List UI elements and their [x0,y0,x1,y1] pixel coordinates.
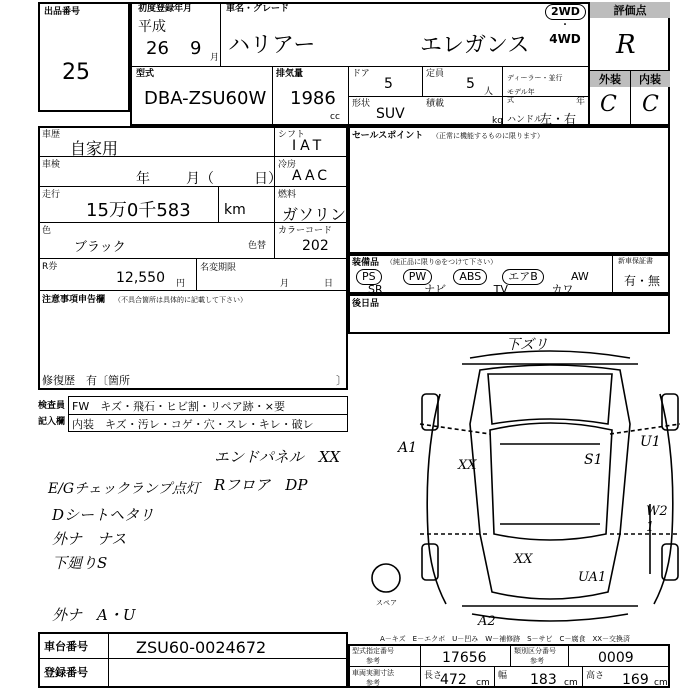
equip-aw: AW [570,270,589,283]
dims-section: 車両実測寸法 [352,669,394,677]
capacity-value: 5 [466,76,475,92]
sales-block [348,126,670,254]
model-label: 型式 [136,69,155,79]
registration-label: 登録番号 [44,666,88,679]
color-code-label: カラーコード [278,226,333,236]
shape-value: SUV [376,106,405,122]
chassis-label: 車台番号 [44,640,88,653]
history-label: 車歴 [42,130,61,140]
diag-ua1: UA1 [578,570,607,585]
drive-box [545,4,585,46]
hand-note-3: E/Gチェックランプ点灯 [48,481,200,497]
recycle-unit: 円 [176,279,186,289]
hand-note-1: エンドパネル XX [214,448,341,466]
category-sub: 参考 [530,657,544,665]
category-value: 0009 [598,650,634,666]
width-unit: cm [564,678,578,688]
diagram-spare [372,564,400,592]
height-label: 高さ [586,671,605,681]
first-reg-era: 平成 [138,19,166,35]
hand-note-7: 外ナ A・U [52,606,136,624]
displacement-label: 排気量 [276,69,304,79]
aircon-label: 冷房 [278,160,297,170]
equip-leather: カワ [551,283,574,296]
recycle-month-unit: 月 [280,279,290,289]
displacement-value: 1986 [290,88,336,109]
dims-sub: 参考 [366,679,380,687]
designation-sub: 参考 [366,657,380,665]
ext-value: C [600,92,617,117]
car-name: ハリアー [228,33,316,58]
score-value: R [616,30,636,60]
doors-value: 5 [384,76,393,92]
notes-label: 注意事項申告欄 [42,295,106,305]
model-year-unit: 年 [576,97,586,107]
recycle-label: R券 [42,262,58,272]
afterday-block [348,294,670,334]
diag-legend: A－キズ E－エクボ U－凹み W－補修跡 S－サビ C－腐食 XX－交換済 [380,635,631,643]
drive-dot: ・ [560,20,570,31]
aircon-value: AAC [292,168,331,184]
first-reg-label: 初度登録年月 [138,4,193,14]
shift-value: IAT [292,138,326,154]
displacement-unit: cc [330,112,340,122]
dealer-label: ディーラー・並行 [507,74,563,82]
inspection-label: 車検 [42,160,61,170]
diag-s1: S1 [584,452,603,468]
doors-label: ドア [352,69,370,79]
hand-note-2: Rフロア DP [214,476,308,494]
diag-u1: U1 [640,434,661,450]
equip-ps: PS [356,269,382,285]
sales-label: セールスポイント [352,131,424,141]
int-value: C [642,92,659,117]
recycle-day-unit: 日 [324,279,334,289]
equip-airbag: エアB [502,269,544,285]
diagram-front-bumper [470,351,630,358]
width-label: 幅 [498,671,508,681]
repair-bracket: 〕 [336,374,347,387]
int-label: 内装 [639,73,661,86]
drive-4wd: 4WD [549,32,581,46]
history-value: 自家用 [70,139,119,158]
inspection-day-unit: 日） [254,171,282,187]
lot-number: 25 [62,60,90,85]
hand-note-6: 下廻りS [52,554,108,572]
handle-label: ハンドル [507,115,544,125]
model-value: DBA-ZSU60W [144,88,267,109]
inspection-year-unit: 年 [136,171,150,187]
equip-abs: ABS [453,269,487,285]
equipment-sub: （純正品に限り◎をつけて下さい） [386,258,498,266]
load-unit: kg [492,116,503,126]
fuel-value: ガソリン [282,205,347,224]
model-year-label: モデル年式 [507,88,535,104]
lot-box [38,2,130,112]
capacity-unit: 人 [484,87,494,97]
designation-label: 型式指定番号 [352,647,394,655]
hand-note-4: Dシートヘタリ [52,506,155,524]
repair-history: 修復歴 有〔箇所 [42,374,130,387]
mileage-label: 走行 [42,190,61,200]
color-value: ブラック [74,240,126,255]
handle-value: 左・右 [540,112,577,126]
designation-value: 17656 [442,650,487,666]
mileage-unit: km [224,202,246,218]
category-label: 類別区分番号 [514,647,556,655]
equipment-label: 装備品 [352,258,380,268]
color-label: 色 [42,226,52,236]
hand-note-5: 外ナ ナス [52,530,127,548]
car-diagram [350,334,680,634]
diag-top: 下ズリ [506,337,548,353]
width-value: 183 [530,672,557,688]
car-name-label: 車名・グレード [226,4,290,14]
equip-tv: TV [493,283,508,296]
diag-a2: A2 [478,614,496,629]
warranty-label: 新車保証書 [618,257,653,265]
color-no-label: 色替 [248,241,267,251]
notes-sub: （不具合箇所は具体的に記載して下さい） [114,296,247,304]
diag-w21: W2 1 [646,504,668,535]
diag-xx-left: XX [458,458,477,473]
ext-label: 外装 [599,73,621,86]
chassis-value: ZSU60-0024672 [136,638,267,657]
lot-label: 出品番号 [44,7,81,17]
equip-pw: PW [403,269,433,285]
length-value: 472 [440,672,467,688]
checker-label-2: 記入欄 [38,417,66,427]
checker-fw-row: FW キズ・飛石・ヒビ割・リペア跡・×要 [72,400,285,413]
checker-label-1: 検査員 [38,401,66,411]
recycle-value: 12,550 [116,270,165,286]
first-reg-month-unit: 月 [210,53,220,63]
score-label: 評価点 [590,2,670,18]
diagram-right-side [654,394,673,604]
fuel-label: 燃料 [278,190,297,200]
sales-sub: （正常に機能するものに限ります） [432,132,544,140]
diag-a1: A1 [398,440,418,456]
afterday-label: 後日品 [352,299,380,309]
diag-xx-bottom: XX [514,552,533,567]
height-value: 169 [622,672,649,688]
length-label: 長さ [424,671,443,681]
checker-int-row: 内装 キズ・汚レ・コゲ・穴・スレ・キレ・破レ [72,418,314,431]
load-label: 積載 [426,99,445,109]
inspection-month-unit: 月（ [186,171,214,187]
diagram-roof [490,423,612,540]
warranty-value: 有・無 [624,274,661,288]
recycle-limit-label: 名変期限 [200,263,237,273]
car-grade: エレガンス [420,33,530,58]
height-unit: cm [654,678,668,688]
mileage-value: 15万0千583 [86,200,191,221]
length-unit: cm [476,678,490,688]
diag-spare: スペア [376,599,397,607]
first-reg-month: 9 [190,38,202,59]
shape-label: 形状 [352,99,371,109]
diagram-body [470,365,630,599]
equip-navi: ナビ [424,283,447,296]
capacity-label: 定員 [426,69,445,79]
first-reg-year: 26 [146,38,169,59]
color-code: 202 [302,238,329,254]
shift-label: シフト [278,130,306,140]
drive-2wd: 2WD [545,4,586,20]
equip-sr: SR [368,283,383,296]
